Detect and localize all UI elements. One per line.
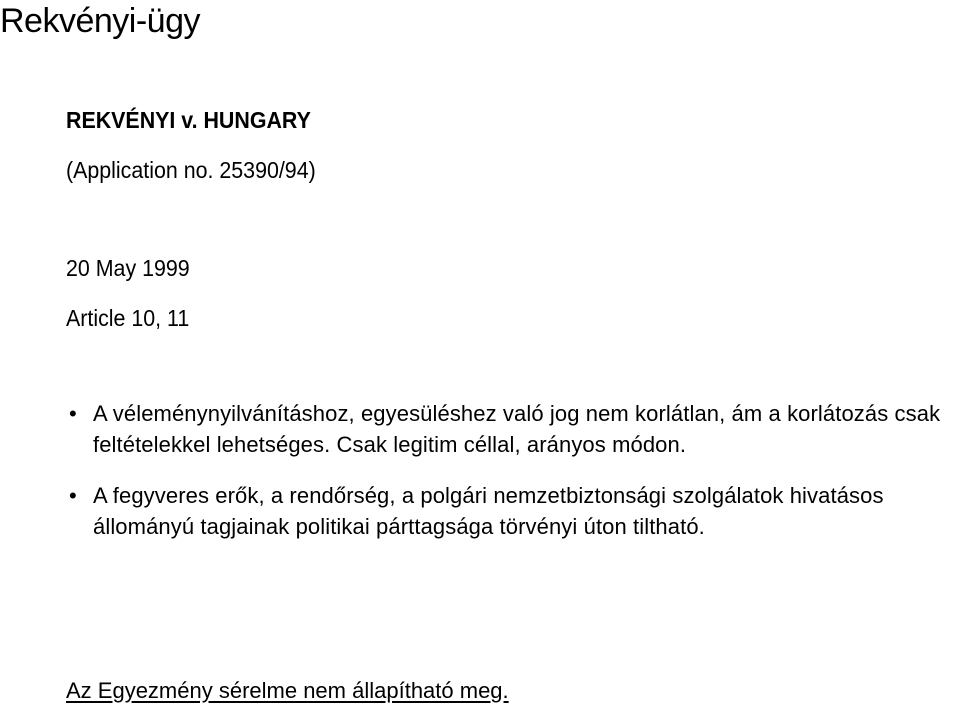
bullet-item bbox=[66, 398, 946, 460]
bullet-icon: • bbox=[69, 483, 77, 508]
application-number: (Application no. 25390/94) bbox=[66, 157, 316, 183]
bullet-item bbox=[66, 480, 946, 542]
case-name: REKVÉNYI v. HUNGARY bbox=[66, 107, 311, 133]
articles-reference: Article 10, 11 bbox=[66, 305, 190, 331]
judgment-date: 20 May 1999 bbox=[66, 255, 190, 281]
conclusion-text: Az Egyezmény sérelme nem állapítható meg. bbox=[66, 678, 509, 703]
bullet-text: A fegyveres erők, a rendőrség, a polgári nemzetbiztonsági szolgálatok hivatásos állományú tagjainak politikai párttagsága törvényi úton tiltható. bbox=[93, 483, 884, 539]
slide-title: Rekvényi-ügy bbox=[0, 2, 200, 40]
bullet-icon: • bbox=[69, 401, 77, 426]
bullet-text: A véleménynyilvánításhoz, egyesüléshez való jog nem korlátlan, ám a korlátozás csak feltételekkel lehetséges. Csak legitim céllal, arányos módon. bbox=[93, 401, 941, 457]
bullet-list bbox=[66, 398, 946, 542]
